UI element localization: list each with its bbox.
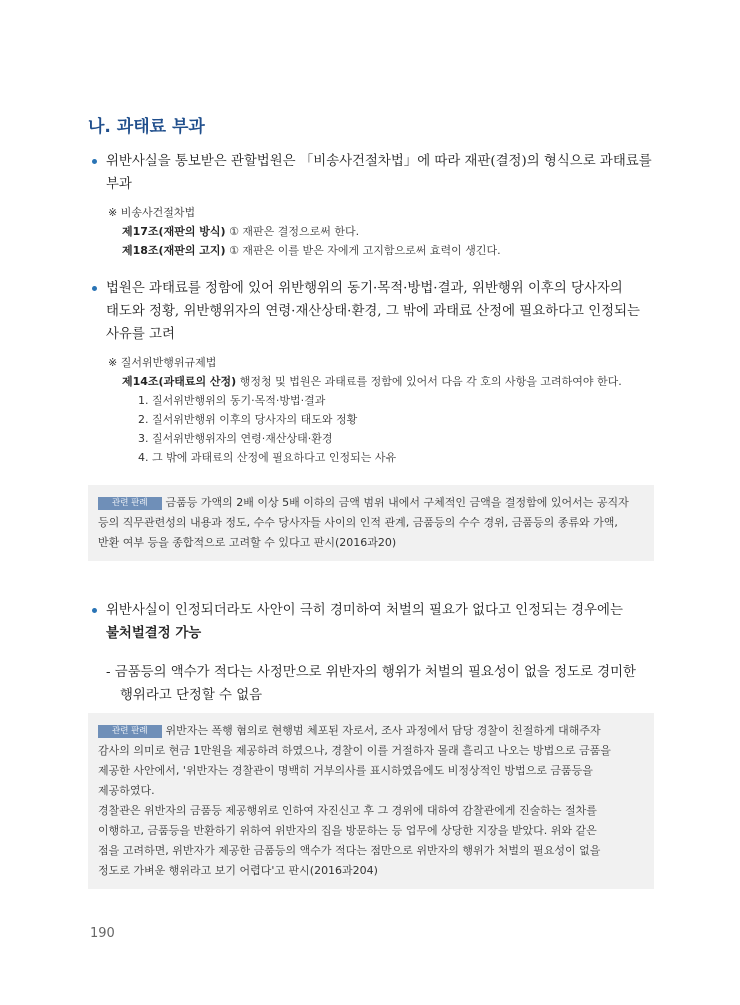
bullet-3-line-1: 위반사실이 인정되더라도 사안이 극히 경미하여 처벌의 필요가 없다고 인정되는 경우에는 (106, 603, 623, 618)
note-1 (92, 203, 662, 260)
note-2-sub-1: 1. 질서위반행위의 동기·목적·방법·결과 (138, 394, 326, 407)
bullet-2-line-2: 태도와 정황, 위반행위자의 연령·재산상태·환경, 그 밖에 과태료 산정에 필요하다고 인정되는 (106, 304, 640, 319)
box-2-line-1: 위반자는 폭행 혐의로 현행범 체포된 자로서, 조사 과정에서 담당 경찰이 친절하게 대해주자 (165, 724, 601, 737)
precedent-box-1 (88, 485, 654, 561)
section-title: 나. 과태료 부과 (88, 117, 205, 137)
note-2-sub-3: 3. 질서위반행위자의 연령·재산상태·환경 (138, 432, 333, 445)
note-2-head: ※ 질서위반행위규제법 (108, 356, 217, 369)
note-2-item: 제14조(과태료의 산정) 행정청 및 법원은 과태료를 정함에 있어서 다음 각 호의 사항을 고려하여야 한다. (122, 375, 622, 388)
dash-item (106, 661, 662, 707)
box-1-line-3: 반환 여부 등을 종합적으로 고려할 수 있다고 판시(2016과20) (98, 536, 397, 549)
note-2 (92, 353, 662, 467)
bullet-2-line-3: 사유를 고려 (106, 327, 175, 342)
precedent-box-2 (88, 713, 654, 889)
bullet-1-line-1: 위반사실을 통보받은 관할법원은 「비송사건절차법」에 따라 재판(결정)의 형식으로 과태료를 (106, 154, 652, 169)
box-2-line-4: 제공하였다. (98, 784, 155, 797)
note-2-sub-2: 2. 질서위반행위 이후의 당사자의 태도와 정황 (138, 413, 358, 426)
note-1-head: ※ 비송사건절차법 (108, 206, 196, 219)
note-2-sub-4: 4. 그 밖에 과태료의 산정에 필요하다고 인정되는 사유 (138, 451, 397, 464)
box-2-line-2: 감사의 의미로 현금 1만원을 제공하려 하였으나, 경찰이 이를 거절하자 몰래 흘리고 나오는 방법으로 금품을 (98, 744, 611, 757)
page-number: 190 (90, 926, 115, 941)
bullet-1-line-2: 부과 (106, 177, 132, 192)
box-2-line-7: 점을 고려하면, 위반자가 제공한 금품등의 액수가 적다는 점만으로 위반자의 행위가 처벌의 필요성이 없을 (98, 844, 601, 857)
box-1-line-2: 등의 직무관련성의 내용과 정도, 수수 당사자들 사이의 인적 관계, 금품등의 수수 경위, 금품등의 종류와 가액, (98, 516, 618, 529)
note-1-item-2: 제18조(재판의 고지) ① 재판은 이를 받은 자에게 고지함으로써 효력이 생긴다. (122, 244, 501, 257)
bullet-2 (92, 277, 660, 346)
box-1-line-1: 금품등 가액의 2배 이상 5배 이하의 금액 범위 내에서 구체적인 금액을 결정함에 있어서는 공직자 (165, 496, 629, 509)
dash-line-2: 행위라고 단정할 수 없음 (120, 688, 263, 703)
box-2-line-8: 정도로 가벼운 행위라고 보기 어렵다'고 판시(2016과204) (98, 864, 378, 877)
bullet-1 (92, 150, 660, 196)
box-2-line-6: 이행하고, 금품등을 반환하기 위하여 위반자의 집을 방문하는 등 업무에 상당한 지장을 받았다. 위와 같은 (98, 824, 597, 837)
box-2-line-5: 경찰관은 위반자의 금품등 제공행위로 인하여 자진신고 후 그 경위에 대하여 감찰관에게 진술하는 절차를 (98, 804, 597, 817)
bullet-dot-icon (92, 159, 97, 164)
note-1-item-1: 제17조(재판의 방식) ① 재판은 결정으로써 한다. (122, 225, 360, 238)
precedent-tag: 관련 판례 (98, 725, 162, 738)
box-2-line-3: 제공한 사안에서, '위반자는 경찰관이 명백히 거부의사를 표시하였음에도 비정상적인 방법으로 금품등을 (98, 764, 593, 777)
dash-line-1: - 금품등의 액수가 적다는 사정만으로 위반자의 행위가 처벌의 필요성이 없을 정도로 경미한 (106, 665, 636, 680)
precedent-tag: 관련 판례 (98, 497, 162, 510)
bullet-3 (92, 599, 660, 645)
bullet-2-line-1: 법원은 과태료를 정함에 있어 위반행위의 동기·목적·방법·결과, 위반행위 이후의 당사자의 (106, 281, 623, 296)
bullet-3-line-2: 불처벌결정 가능 (106, 625, 202, 641)
bullet-dot-icon (92, 608, 97, 613)
bullet-dot-icon (92, 286, 97, 291)
